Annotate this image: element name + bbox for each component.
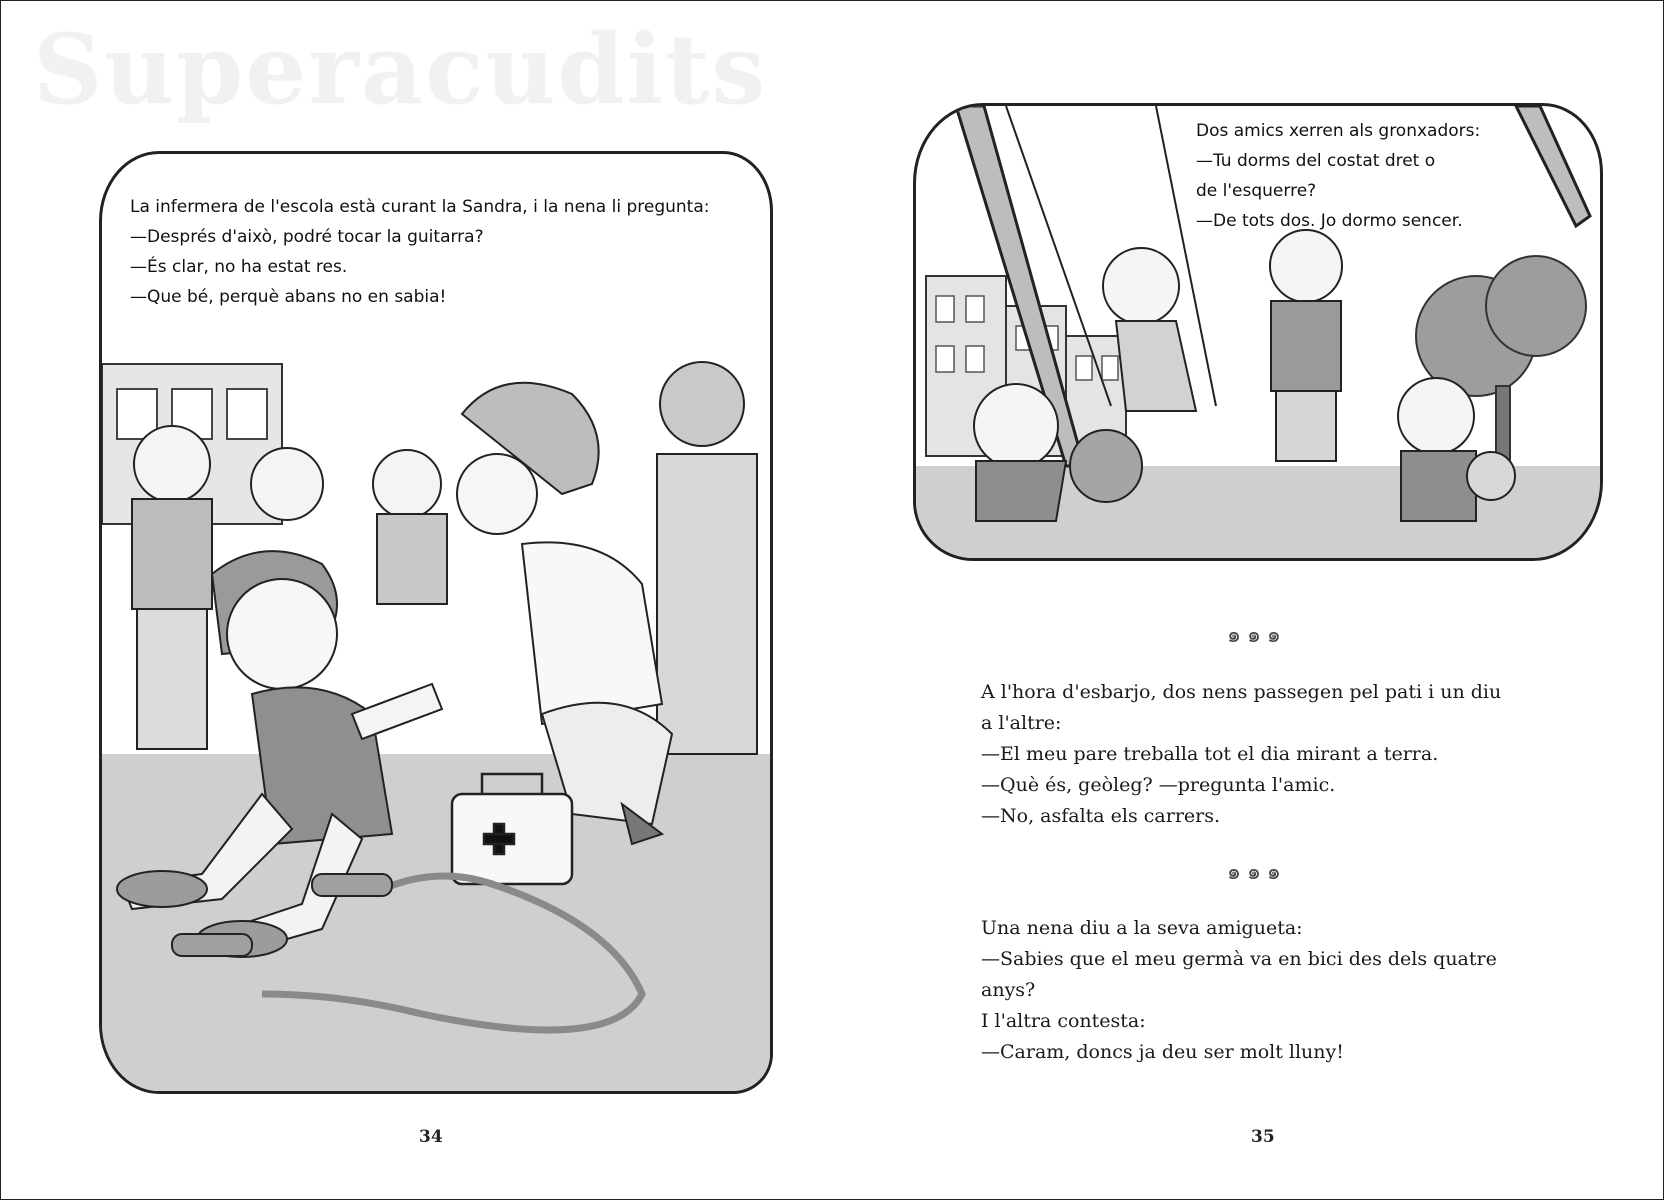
joke-paragraph-2	[981, 913, 1497, 1068]
watermark-title: Superacudits	[33, 13, 768, 126]
caption-line: La infermera de l'escola està curant la Sandra, i la nena li pregunta:	[130, 197, 710, 217]
left-illustration-panel	[99, 151, 773, 1094]
swirl-ornament-icon: ๑๑๑	[1227, 860, 1287, 885]
swirl-ornament-icon: ๑๑๑	[1227, 623, 1287, 648]
joke-paragraph-1	[981, 677, 1501, 832]
caption-line: —Que bé, perquè abans no en sabia!	[130, 287, 447, 307]
joke-line: —Caram, doncs ja deu ser molt lluny!	[981, 1041, 1344, 1063]
caption-line: —De tots dos. Jo dormo sencer.	[1196, 211, 1463, 231]
joke-line: —Què és, geòleg? —pregunta l'amic.	[981, 774, 1336, 796]
joke-line: —No, asfalta els carrers.	[981, 805, 1221, 827]
joke-line: Una nena diu a la seva amigueta:	[981, 917, 1303, 939]
joke-line: A l'hora d'esbarjo, dos nens passegen pel pati i un diu	[981, 681, 1502, 703]
page-number-left: 34	[419, 1127, 443, 1147]
left-caption	[130, 192, 710, 312]
right-caption	[1196, 116, 1480, 236]
joke-line: anys?	[981, 979, 1036, 1001]
joke-line: I l'altra contesta:	[981, 1010, 1146, 1032]
caption-line: —Després d'això, podré tocar la guitarra?	[130, 227, 484, 247]
caption-line: —És clar, no ha estat res.	[130, 257, 348, 277]
caption-line: —Tu dorms del costat dret o	[1196, 151, 1436, 171]
joke-line: a l'altre:	[981, 712, 1062, 734]
caption-line: de l'esquerre?	[1196, 181, 1317, 201]
caption-line: Dos amics xerren als gronxadors:	[1196, 121, 1481, 141]
joke-line: —El meu pare treballa tot el dia mirant a terra.	[981, 743, 1439, 765]
joke-line: —Sabies que el meu germà va en bici des dels quatre	[981, 948, 1497, 970]
page-number-right: 35	[1251, 1127, 1275, 1147]
right-illustration-panel	[913, 103, 1603, 561]
